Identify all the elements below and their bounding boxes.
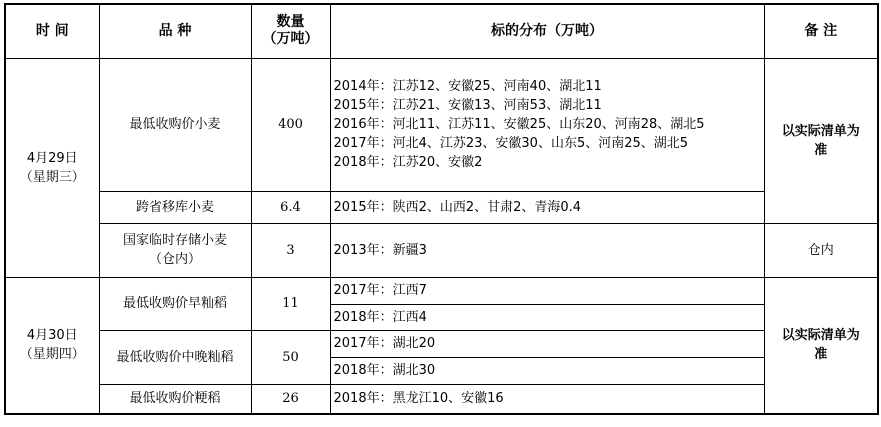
variety-cell: 最低收购价中晚籼稻 [99,330,251,384]
remark-cell [764,58,878,223]
header-distribution: 标的分布（万吨） [330,4,764,58]
quantity-cell: 11 [251,277,330,330]
distribution-line: 2017年：湖北20 [333,336,436,351]
table-row [5,58,878,191]
remark-text: 以实际清单为准 [781,123,860,158]
distribution-line: 2014年：江苏12、安徽25、河南40、湖北11 [333,79,602,94]
table-row [5,277,878,304]
variety-cell [99,223,251,277]
table-row [5,191,878,223]
distribution-cell [330,384,764,414]
date-text: 4月30日 [26,328,78,344]
distribution-line: 2015年：江苏21、安徽13、河南53、湖北11 [333,98,602,113]
distribution-cell [330,277,764,304]
table-row [5,330,878,357]
date-cell [5,58,99,277]
remark-cell [764,277,878,414]
header-remark: 备 注 [764,4,878,58]
weekday-text: （星期三） [19,169,85,185]
distribution-line: 2015年：陕西2、山西2、甘肃2、青海0.4 [333,199,582,215]
distribution-line: 2013年：新疆3 [333,242,427,258]
date-cell [5,277,99,414]
distribution-cell [330,58,764,191]
distribution-cell [330,357,764,384]
header-row [5,4,878,58]
remark-cell: 仓内 [764,223,878,277]
quantity-cell: 26 [251,384,330,414]
quantity-cell: 3 [251,223,330,277]
remark-text: 以实际清单为准 [781,328,860,363]
distribution-line: 2017年：江西7 [333,283,427,298]
distribution-cell [330,223,764,277]
distribution-cell [330,304,764,330]
weekday-text: （星期四） [19,347,85,363]
quantity-cell: 400 [251,58,330,191]
header-quantity [251,4,330,58]
variety-cell: 最低收购价小麦 [99,58,251,191]
distribution-line: 2016年：河北11、江苏11、安徽25、山东20、河南28、湖北5 [333,117,705,132]
header-time: 时 间 [5,4,99,58]
auction-schedule-table [4,3,879,415]
variety-cell: 最低收购价早籼稻 [99,277,251,330]
table-row [5,223,878,277]
distribution-line: 2018年：江苏20、安徽2 [333,155,483,170]
date-text: 4月29日 [26,150,78,166]
distribution-line: 2018年：湖北30 [333,363,436,378]
distribution-cell [330,330,764,357]
distribution-line: 2018年：江西4 [333,309,427,325]
variety-cell: 跨省移库小麦 [99,191,251,223]
distribution-line: 2017年：河北4、江苏23、安徽30、山东5、河南25、湖北5 [333,136,689,151]
header-quantity-text: 数量 （万吨） [262,14,319,48]
quantity-cell: 6.4 [251,191,330,223]
variety-text: 国家临时存储小麦（仓内） [122,233,227,267]
distribution-cell [330,191,764,223]
distribution-line: 2018年：黑龙江10、安徽16 [333,391,504,407]
table-row [5,384,878,414]
variety-cell: 最低收购价粳稻 [99,384,251,414]
quantity-cell: 50 [251,330,330,384]
header-variety: 品 种 [99,4,251,58]
